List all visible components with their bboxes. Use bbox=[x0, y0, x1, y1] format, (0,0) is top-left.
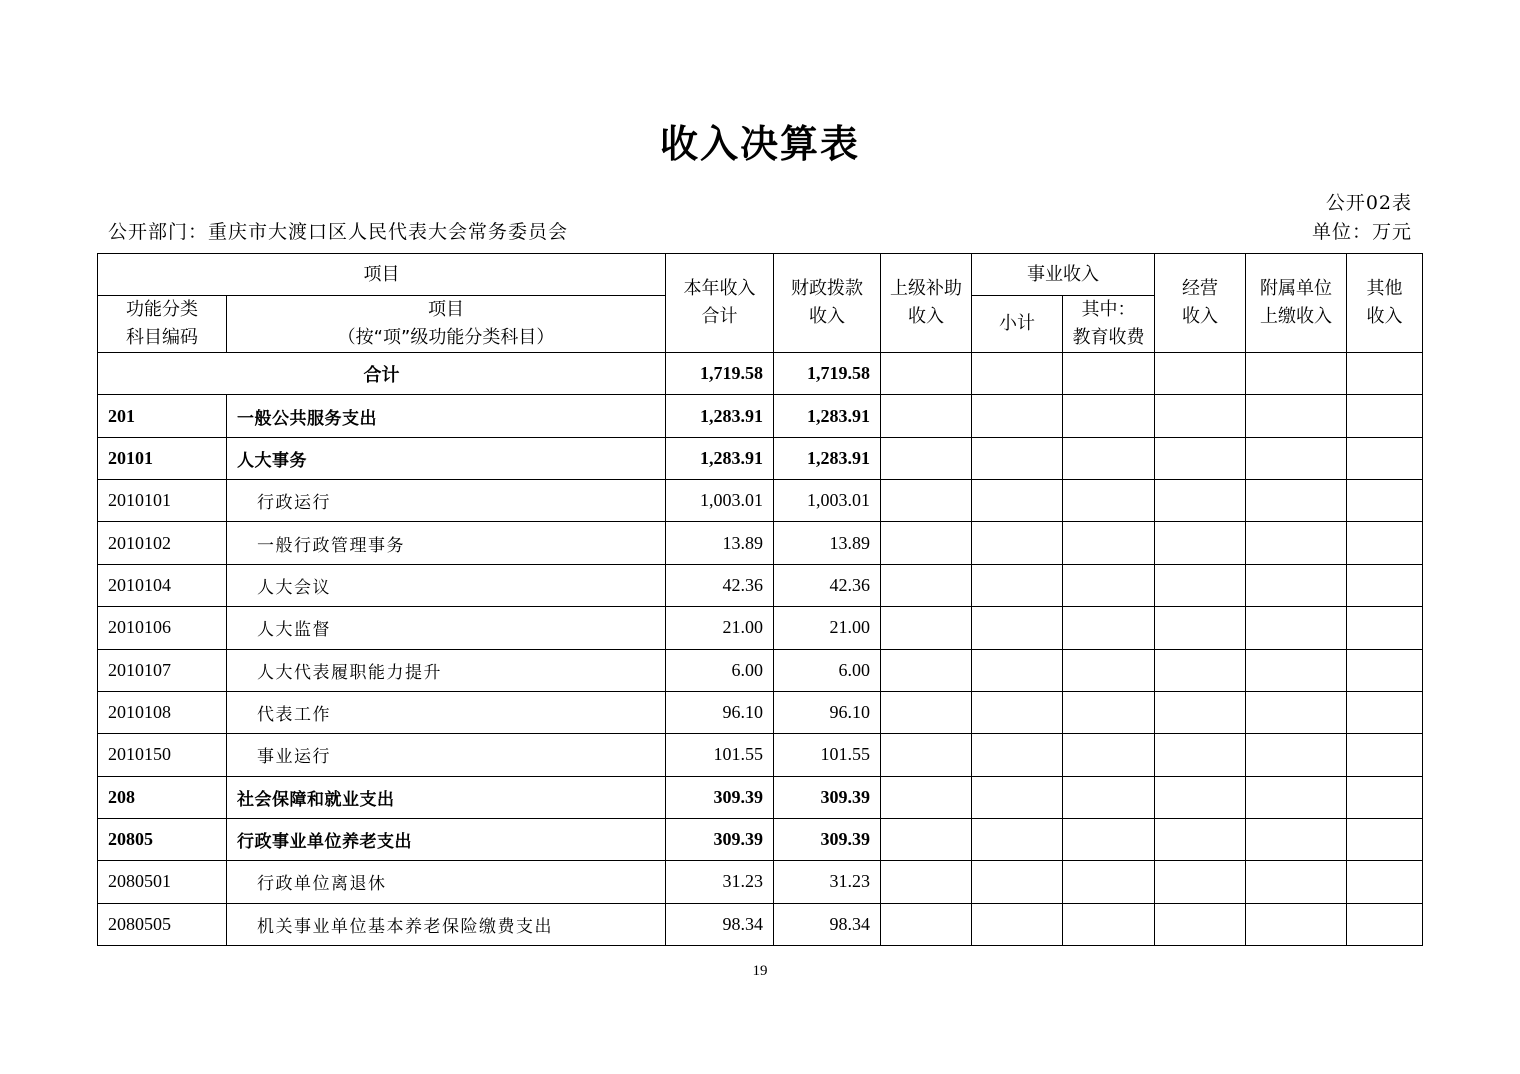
empty-cell bbox=[972, 522, 1063, 564]
empty-cell bbox=[1063, 691, 1155, 733]
empty-cell bbox=[1347, 691, 1423, 733]
header-superior-subsidy: 上级补助 收入 bbox=[881, 254, 972, 353]
row-code: 201 bbox=[98, 395, 227, 437]
row-code: 2010102 bbox=[98, 522, 227, 564]
total-total-income: 1,719.58 bbox=[666, 353, 774, 395]
empty-cell bbox=[1063, 649, 1155, 691]
header-operating-income: 经营 收入 bbox=[1155, 254, 1246, 353]
row-name: 一般公共服务支出 bbox=[227, 395, 666, 437]
empty-cell bbox=[1063, 522, 1155, 564]
empty-cell bbox=[1347, 649, 1423, 691]
empty-cell bbox=[972, 691, 1063, 733]
empty-cell bbox=[1246, 522, 1347, 564]
table-row bbox=[98, 818, 1423, 860]
empty-cell bbox=[1246, 818, 1347, 860]
empty-cell bbox=[881, 818, 972, 860]
empty-cell bbox=[1347, 522, 1423, 564]
empty-cell bbox=[972, 395, 1063, 437]
empty-cell bbox=[1063, 395, 1155, 437]
empty-cell bbox=[1063, 437, 1155, 479]
empty-cell bbox=[1063, 818, 1155, 860]
row-code: 20101 bbox=[98, 437, 227, 479]
row-fiscal-income: 309.39 bbox=[774, 776, 881, 818]
header-row-1 bbox=[98, 254, 1423, 296]
header-other-income: 其他 收入 bbox=[1347, 254, 1423, 353]
empty-cell bbox=[1063, 564, 1155, 606]
empty-cell bbox=[1246, 691, 1347, 733]
page-number: 19 bbox=[752, 963, 768, 979]
empty-cell bbox=[1155, 734, 1246, 776]
empty-cell bbox=[1246, 437, 1347, 479]
row-name: 代表工作 bbox=[227, 691, 666, 733]
empty-cell bbox=[1155, 818, 1246, 860]
empty-cell bbox=[1155, 480, 1246, 522]
header-item-group: 项目 bbox=[98, 254, 666, 296]
row-name: 人大监督 bbox=[227, 607, 666, 649]
empty-cell bbox=[1246, 353, 1347, 395]
empty-cell bbox=[1063, 480, 1155, 522]
row-fiscal-income: 1,003.01 bbox=[774, 480, 881, 522]
header-fiscal-income: 财政拨款 收入 bbox=[774, 254, 881, 353]
form-number: 公开02表 bbox=[1325, 192, 1412, 214]
row-code: 2080505 bbox=[98, 903, 227, 945]
empty-cell bbox=[972, 353, 1063, 395]
empty-cell bbox=[1347, 353, 1423, 395]
row-name: 机关事业单位基本养老保险缴费支出 bbox=[227, 903, 666, 945]
empty-cell bbox=[972, 903, 1063, 945]
row-code: 2010108 bbox=[98, 691, 227, 733]
row-fiscal-income: 309.39 bbox=[774, 818, 881, 860]
row-total-income: 31.23 bbox=[666, 861, 774, 903]
empty-cell bbox=[1246, 903, 1347, 945]
empty-cell bbox=[1063, 903, 1155, 945]
empty-cell bbox=[972, 776, 1063, 818]
row-fiscal-income: 42.36 bbox=[774, 564, 881, 606]
empty-cell bbox=[881, 734, 972, 776]
empty-cell bbox=[1155, 395, 1246, 437]
empty-cell bbox=[881, 649, 972, 691]
row-fiscal-income: 31.23 bbox=[774, 861, 881, 903]
row-name: 行政运行 bbox=[227, 480, 666, 522]
empty-cell bbox=[972, 818, 1063, 860]
empty-cell bbox=[972, 649, 1063, 691]
table-row bbox=[98, 607, 1423, 649]
empty-cell bbox=[881, 564, 972, 606]
table-row bbox=[98, 734, 1423, 776]
empty-cell bbox=[1246, 649, 1347, 691]
row-fiscal-income: 96.10 bbox=[774, 691, 881, 733]
table-row bbox=[98, 776, 1423, 818]
empty-cell bbox=[1246, 861, 1347, 903]
empty-cell bbox=[1246, 480, 1347, 522]
row-total-income: 21.00 bbox=[666, 607, 774, 649]
table-row bbox=[98, 564, 1423, 606]
empty-cell bbox=[1347, 903, 1423, 945]
empty-cell bbox=[881, 861, 972, 903]
row-fiscal-income: 6.00 bbox=[774, 649, 881, 691]
page-title: 收入决算表 bbox=[659, 122, 860, 166]
row-code: 2010104 bbox=[98, 564, 227, 606]
empty-cell bbox=[972, 437, 1063, 479]
total-fiscal-income: 1,719.58 bbox=[774, 353, 881, 395]
empty-cell bbox=[1246, 395, 1347, 437]
empty-cell bbox=[1246, 607, 1347, 649]
empty-cell bbox=[1155, 607, 1246, 649]
row-code: 2010150 bbox=[98, 734, 227, 776]
row-fiscal-income: 1,283.91 bbox=[774, 437, 881, 479]
row-total-income: 6.00 bbox=[666, 649, 774, 691]
header-business-income: 事业收入 bbox=[972, 254, 1155, 296]
row-total-income: 309.39 bbox=[666, 818, 774, 860]
row-total-income: 1,003.01 bbox=[666, 480, 774, 522]
header-code: 功能分类 科目编码 bbox=[98, 296, 227, 353]
row-name: 人大代表履职能力提升 bbox=[227, 649, 666, 691]
row-name: 人大事务 bbox=[227, 437, 666, 479]
table-row bbox=[98, 903, 1423, 945]
empty-cell bbox=[972, 480, 1063, 522]
row-code: 2080501 bbox=[98, 861, 227, 903]
row-fiscal-income: 1,283.91 bbox=[774, 395, 881, 437]
empty-cell bbox=[1063, 734, 1155, 776]
row-total-income: 1,283.91 bbox=[666, 395, 774, 437]
row-total-income: 101.55 bbox=[666, 734, 774, 776]
row-name: 社会保障和就业支出 bbox=[227, 776, 666, 818]
row-name: 一般行政管理事务 bbox=[227, 522, 666, 564]
table-row bbox=[98, 395, 1423, 437]
table-row bbox=[98, 649, 1423, 691]
empty-cell bbox=[1155, 437, 1246, 479]
empty-cell bbox=[1347, 395, 1423, 437]
row-fiscal-income: 98.34 bbox=[774, 903, 881, 945]
header-total-income: 本年收入 合计 bbox=[666, 254, 774, 353]
empty-cell bbox=[1347, 437, 1423, 479]
empty-cell bbox=[881, 691, 972, 733]
empty-cell bbox=[1155, 691, 1246, 733]
row-fiscal-income: 21.00 bbox=[774, 607, 881, 649]
department-label: 公开部门：重庆市大渡口区人民代表大会常务委员会 bbox=[108, 221, 569, 243]
empty-cell bbox=[972, 607, 1063, 649]
row-total-income: 309.39 bbox=[666, 776, 774, 818]
header-item: 项目 （按“项”级功能分类科目） bbox=[227, 296, 666, 353]
empty-cell bbox=[1246, 564, 1347, 606]
empty-cell bbox=[1246, 734, 1347, 776]
empty-cell bbox=[881, 522, 972, 564]
empty-cell bbox=[881, 903, 972, 945]
empty-cell bbox=[881, 607, 972, 649]
row-code: 2010107 bbox=[98, 649, 227, 691]
unit-label: 单位：万元 bbox=[1311, 221, 1412, 243]
empty-cell bbox=[1063, 607, 1155, 649]
row-code: 20805 bbox=[98, 818, 227, 860]
empty-cell bbox=[1347, 818, 1423, 860]
empty-cell bbox=[881, 395, 972, 437]
table-row bbox=[98, 691, 1423, 733]
empty-cell bbox=[1347, 564, 1423, 606]
row-code: 2010101 bbox=[98, 480, 227, 522]
total-label: 合计 bbox=[98, 353, 666, 395]
empty-cell bbox=[1155, 353, 1246, 395]
empty-cell bbox=[1347, 607, 1423, 649]
row-total-income: 13.89 bbox=[666, 522, 774, 564]
header-affiliated-income: 附属单位 上缴收入 bbox=[1246, 254, 1347, 353]
empty-cell bbox=[972, 861, 1063, 903]
empty-cell bbox=[881, 480, 972, 522]
empty-cell bbox=[1155, 649, 1246, 691]
header-subtotal: 小计 bbox=[972, 296, 1063, 353]
header-tuition: 其中： 教育收费 bbox=[1063, 296, 1155, 353]
empty-cell bbox=[1246, 776, 1347, 818]
empty-cell bbox=[881, 437, 972, 479]
income-settlement-table bbox=[97, 253, 1423, 946]
empty-cell bbox=[972, 734, 1063, 776]
empty-cell bbox=[1155, 861, 1246, 903]
empty-cell bbox=[1063, 861, 1155, 903]
empty-cell bbox=[1155, 776, 1246, 818]
row-fiscal-income: 101.55 bbox=[774, 734, 881, 776]
empty-cell bbox=[1347, 734, 1423, 776]
empty-cell bbox=[881, 776, 972, 818]
row-code: 208 bbox=[98, 776, 227, 818]
row-code: 2010106 bbox=[98, 607, 227, 649]
row-name: 行政事业单位养老支出 bbox=[227, 818, 666, 860]
row-total-income: 98.34 bbox=[666, 903, 774, 945]
empty-cell bbox=[1155, 903, 1246, 945]
table-row bbox=[98, 437, 1423, 479]
row-name: 行政单位离退休 bbox=[227, 861, 666, 903]
row-name: 事业运行 bbox=[227, 734, 666, 776]
empty-cell bbox=[1155, 522, 1246, 564]
empty-cell bbox=[972, 564, 1063, 606]
empty-cell bbox=[1347, 480, 1423, 522]
table-row bbox=[98, 861, 1423, 903]
table-row bbox=[98, 522, 1423, 564]
empty-cell bbox=[1347, 861, 1423, 903]
row-total-income: 96.10 bbox=[666, 691, 774, 733]
row-name: 人大会议 bbox=[227, 564, 666, 606]
empty-cell bbox=[1347, 776, 1423, 818]
empty-cell bbox=[881, 353, 972, 395]
empty-cell bbox=[1155, 564, 1246, 606]
row-fiscal-income: 13.89 bbox=[774, 522, 881, 564]
empty-cell bbox=[1063, 353, 1155, 395]
row-total-income: 42.36 bbox=[666, 564, 774, 606]
empty-cell bbox=[1063, 776, 1155, 818]
table-row bbox=[98, 480, 1423, 522]
total-row bbox=[98, 353, 1423, 395]
row-total-income: 1,283.91 bbox=[666, 437, 774, 479]
